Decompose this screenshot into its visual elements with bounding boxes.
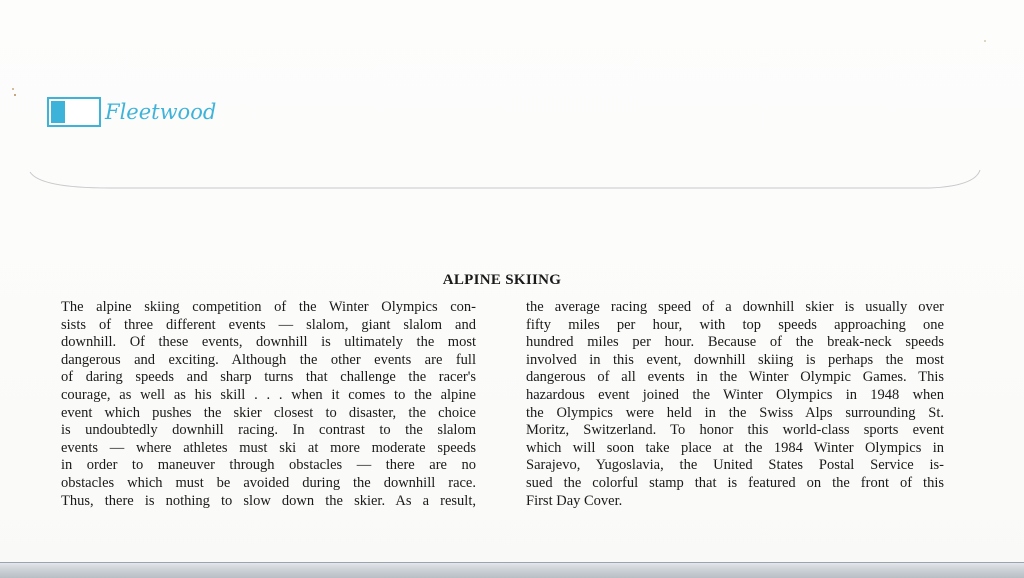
article-line: fifty miles per hour, with top speeds approaching one bbox=[526, 316, 944, 333]
fleetwood-logo bbox=[47, 97, 216, 127]
article-line: in order to maneuver through obstacles — there are no bbox=[61, 457, 476, 474]
article-line: sists of three different events — slalom, giant slalom and bbox=[61, 316, 476, 333]
article-line: obstacles which must be avoided during the downhill race. bbox=[61, 474, 476, 491]
article-line: downhill. Of these events, downhill is ultimately the most bbox=[61, 334, 476, 351]
article-line: dangerous of all events in the Winter Olympic Games. This bbox=[526, 369, 944, 386]
article-line: The alpine skiing competition of the Winter Olympics con- bbox=[61, 299, 476, 315]
paper-speck bbox=[14, 94, 16, 96]
article-line: the average racing speed of a downhill skier is usually over bbox=[526, 299, 944, 315]
article-column-left bbox=[61, 299, 476, 510]
logo-box-icon bbox=[47, 97, 101, 127]
article-column-right bbox=[526, 299, 944, 510]
article-line: hazardous event joined the Winter Olympics in 1948 when bbox=[526, 386, 944, 403]
article-line: sued the colorful stamp that is featured on the front of this bbox=[526, 474, 944, 491]
article-line: is undoubtedly downhill racing. In contrast to the slalom bbox=[61, 422, 476, 439]
article-line: which will soon take place at the 1984 Winter Olympics in bbox=[526, 439, 944, 456]
article-line: dangerous and exciting. Although the other events are full bbox=[61, 351, 476, 368]
article-line: courage, as well as his skill . . . when it comes to the alpine bbox=[61, 386, 476, 403]
article-line: Sarajevo, Yugoslavia, the United States Postal Service is- bbox=[526, 457, 944, 474]
article-line: of daring speeds and sharp turns that challenge the racer's bbox=[61, 369, 476, 386]
article-line: hundred miles per hour. Because of the break-neck speeds bbox=[526, 334, 944, 351]
article-line: involved in this event, downhill skiing is perhaps the most bbox=[526, 351, 944, 368]
paper-speck bbox=[984, 40, 986, 42]
paper-speck bbox=[12, 88, 14, 90]
logo-wordmark: Fleetwood bbox=[105, 100, 217, 124]
article-line: Moritz, Switzerland. To honor this world-class sports event bbox=[526, 422, 944, 439]
article-title: ALPINE SKIING bbox=[442, 272, 562, 288]
article-line: First Day Cover. bbox=[526, 492, 623, 509]
article-line: Thus, there is nothing to slow down the skier. As a result, bbox=[61, 492, 476, 509]
article-line: event which pushes the skier closest to disaster, the choice bbox=[61, 404, 476, 421]
envelope-bottom-edge bbox=[0, 562, 1024, 578]
article-line: events — where athletes must ski at more moderate speeds bbox=[61, 439, 476, 456]
article-line: the Olympics were held in the Swiss Alps surrounding St. bbox=[526, 404, 944, 421]
